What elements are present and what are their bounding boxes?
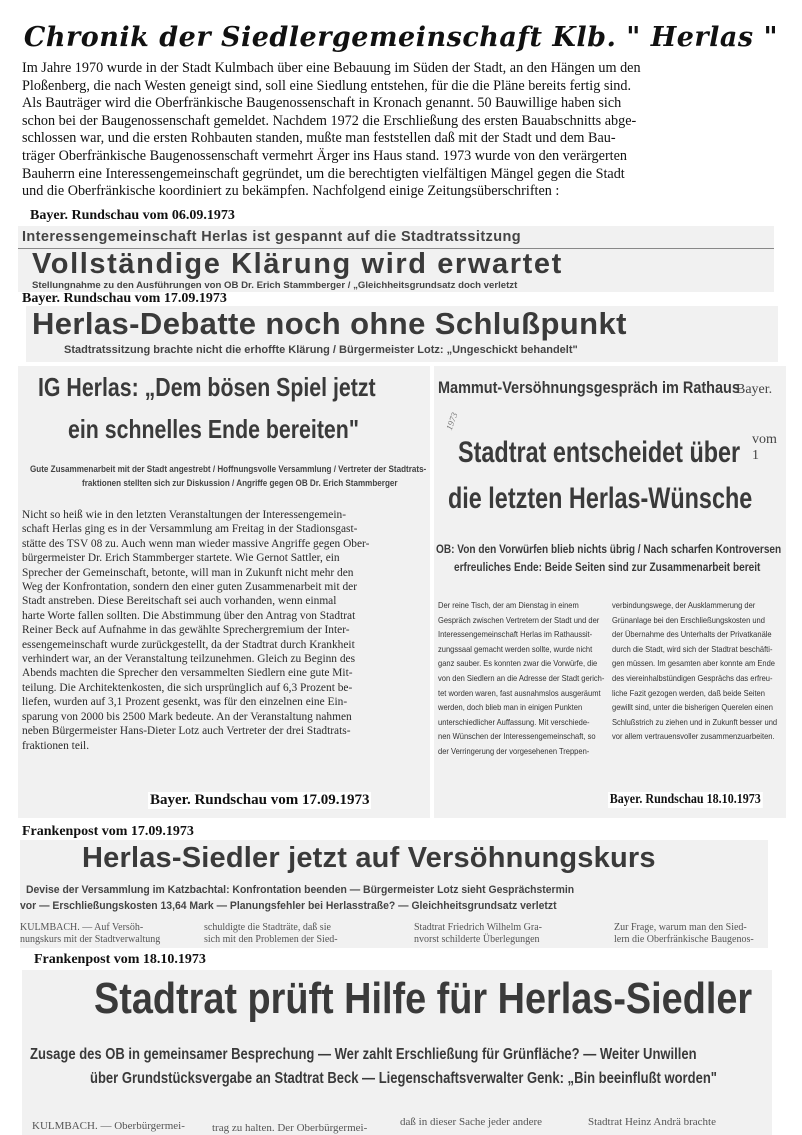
clip4-col2-line: Grünanlage bei den Erschließungskosten und: [612, 614, 765, 625]
clip4-side-label: Bayer.: [736, 382, 773, 397]
clip4-col1-line: Gespräch zwischen Vertretern der Stadt und der: [438, 614, 600, 625]
clip4-col1-line: ganz sauber. Es konnten zwar die Vorwürfe, die: [438, 658, 598, 669]
clip4-col1-line: nen Wünschen der Interessengemeinschaft, so: [438, 731, 596, 742]
clip5-deck-line2: vor — Erschließungskosten 13,64 Mark — Planungsfehler bei Herlasstraße? — Gleichheitsgrundsatz verletzt: [20, 900, 557, 912]
clip4-column-1: [438, 598, 606, 759]
clip3-deck-line1: Gute Zusammenarbeit mit der Stadt angestrebt / Hoffnungsvolle Versammlung / Vertreter der Stadtrats-: [30, 464, 427, 474]
clip4-deck-line1: OB: Von den Vorwürfen blieb nichts übrig / Nach scharfen Kontroversen: [436, 542, 782, 556]
clip4-col1-line: werden, doch blieb man in einigen Punkten: [438, 702, 583, 713]
clip1-headline: Vollständige Klärung wird erwartet: [32, 248, 563, 280]
clip1-deck: Stellungnahme zu den Ausführungen von OB Dr. Erich Stammberger / „Gleichheitsgrundsatz doch verletzt: [32, 280, 518, 291]
clip6-headline: Stadtrat prüft Hilfe für Herlas-Siedler: [94, 974, 753, 1023]
clip3-body-line: essengemeinschaft wurde zurückgestellt, da der Stadtrat durch Krankheit: [22, 638, 355, 651]
clip4-deck-line2: erfreuliches Ende: Beide Seiten sind zur Zusammenarbeit bereit: [454, 560, 761, 574]
clip2-deck: Stadtratssitzung brachte nicht die erhoffte Klärung / Bürgermeister Lotz: „Ungeschickt behandelt": [64, 344, 578, 356]
clip3-body-line: teilung. Die Architektenkosten, die sich ursprünglich auf 6,3 Prozent be-: [22, 681, 353, 694]
intro-line: Als Bauträger wird die Oberfränkische Baugenossenschaft in Kronach genannt. 50 Bauwillige haben sich: [22, 95, 622, 112]
clip3-body-line: Abends machten die Sprecher den versammelten Siedlern eine gute Mit-: [22, 667, 353, 680]
clip3-body-line: Nicht so heiß wie in den letzten Veranstaltungen der Interessengemein-: [22, 509, 346, 521]
clip3-body-line: sparung von 2000 bis 2500 Mark bedeute. An der Veranstaltung nahmen: [22, 710, 352, 723]
clip5-headline: Herlas-Siedler jetzt auf Versöhnungskurs: [82, 842, 656, 874]
clip2-headline: Herlas-Debatte noch ohne Schlußpunkt: [32, 306, 627, 341]
clip6-newspaper-clipping: [22, 970, 772, 1135]
intro-line: schlossen war, und die ersten Rohbauten standen, mußte man feststellen daß mit der Stadt und dem Bau-: [22, 130, 616, 147]
clip4-col2-line: der Übernahme des Unterhalts der Privatkanäle: [612, 629, 772, 640]
clip5-fragment: Zur Frage, warum man den Sied-: [614, 922, 747, 933]
clip4-source: Bayer. Rundschau 18.10.1973: [609, 792, 761, 807]
clip3-body-line: verhindert war, an der Veranstaltung teilzunehmen. Gleich zu Beginn des: [22, 653, 356, 666]
clip3-headline-line1: IG Herlas: „Dem bösen Spiel jetzt: [38, 372, 376, 402]
clip4-col2-line: verbindungswege, der Ausklammerung der: [612, 600, 756, 610]
clip3-body: [22, 508, 418, 753]
clip5-fragment: lern die Oberfränkische Baugenos-: [614, 934, 754, 945]
clip4-col1-line: der Verringerung der vorgesehenen Treppen-: [438, 745, 590, 756]
clip5-fragment: sich mit den Problemen der Sied-: [204, 934, 338, 945]
page-title: Chronik der Siedlergemeinschaft Klb. " Herlas ": [23, 22, 779, 53]
clip1-newspaper-clipping: [18, 226, 774, 292]
clip3-source: Bayer. Rundschau vom 17.09.1973: [150, 792, 370, 808]
clip4-headline-line1: Stadtrat entscheidet über: [458, 436, 741, 469]
clip6-fragment: daß in dieser Sache jeder andere: [400, 1116, 543, 1128]
clip6-source: Frankenpost vom 18.10.1973: [34, 952, 206, 967]
clip4-side-label: vom 1: [752, 432, 777, 463]
clip6-fragment: Stadtrat Heinz Andrä brachte: [588, 1116, 716, 1128]
clip1-kicker: Interessengemeinschaft Herlas ist gespannt auf die Stadtratssitzung: [22, 229, 521, 245]
clip5-deck-line1: Devise der Versammlung im Katzbachtal: Konfrontation beenden — Bürgermeister Lotz sieht Gesprächstermin: [26, 884, 575, 896]
clip3-headline-line2: ein schnelles Ende bereiten": [68, 414, 359, 444]
clip4-headline-line2: die letzten Herlas-Wünsche: [448, 482, 753, 515]
clip3-body-line: bürgermeister Dr. Erich Stammberger startete. Wie Gernot Sattler, ein: [22, 552, 340, 565]
clip4-col1-line: Der reine Tisch, der am Dienstag in einem: [438, 600, 579, 610]
clip4-col2-line: vor allem vertrauensvoller zusammenzuarbeiten.: [612, 731, 775, 742]
clip5-fragment: nvorst schilderte Überlegungen: [414, 934, 540, 945]
clip3-body-line: stätte des TSV 08 zu. Auch wenn man wieder massive Angriffe gegen Ober-: [22, 537, 370, 550]
clip3-body-line: Weg der Konfrontation, sondern den einer guten Zusammenarbeit mit der: [22, 581, 357, 594]
clip6-fragment: trag zu halten. Der Oberbürgermei-: [212, 1122, 368, 1134]
clip3-body-line: neben Bürgermeister Hans-Dieter Lotz auch Vertreter der drei Stadtrats-: [22, 725, 351, 738]
clip4-col2-line: gen müssen. Im gesamten aber konnte am Ende: [612, 658, 775, 669]
clip3-body-line: fraktionen teil.: [22, 739, 90, 752]
clip4-col2-line: liche Fazit gezogen werden, daß beide Seiten: [612, 687, 765, 698]
clip6-deck-line1: Zusage des OB in gemeinsamer Besprechung — Wer zahlt Erschließung für Grünfläche? — Weiter Unwillen: [30, 1046, 697, 1063]
clip4-col1-line: Interessengemeinschaft Herlas im Rathaussit-: [438, 629, 593, 640]
clip3-body-line: Reiner Beck auf Aufnahme in das gewählte Sprechergremium der Inter-: [22, 624, 350, 637]
clip4-handwritten-note: 1973: [444, 411, 460, 432]
clip4-col1-line: zungssaal gemacht werden sollte, wurde nicht: [438, 643, 593, 654]
intro-line: Bauherrn eine Interessengemeinschaft gegründet, um die berechtigten vielfältigen Mängel gegen die Stadt: [22, 165, 625, 182]
intro-line: und die Oberfränkische koordiniert zu bekämpfen. Nachfolgend einige Zeitungsüberschriften :: [22, 183, 560, 200]
clip4-col2-line: Schlußstrich zu ziehen und in Zukunft besser und: [612, 716, 778, 727]
clip2-source: Bayer. Rundschau vom 17.09.1973: [22, 291, 227, 306]
clip4-col1-line: von den Siedlern an die Adresse der Stadt gerich-: [438, 672, 605, 683]
clip4-col1-line: tet worden waren, fast ausnahmslos ausgeräumt: [438, 687, 601, 698]
clip5-newspaper-clipping: [20, 840, 768, 948]
clip4-column-2: [612, 598, 782, 744]
clip5-fragment: schuldigte die Stadträte, daß sie: [204, 922, 331, 933]
clip5-source: Frankenpost vom 17.09.1973: [22, 824, 194, 839]
clip4-col2-line: gewillt sind, unter die bisherigen Querelen einen: [612, 702, 773, 713]
clip6-deck-line2: über Grundstücksvergabe an Stadtrat Beck — Liegenschaftsverwalter Genk: „Bin beeinflußt worden": [90, 1070, 717, 1087]
intro-line: schon bei der Baugenossenschaft gemeldet. Nachdem 1972 die Erschließung des ersten Bauabschnitts abge-: [22, 112, 637, 129]
clip4-col2-line: des viereinhalbstündigen Gesprächs das erfreu-: [612, 672, 773, 683]
clip3-body-line: Sprecher der Gemeinschaft, betonte, will man in Zukunft nicht mehr den: [22, 566, 354, 579]
intro-paragraph: [22, 60, 782, 201]
clip4-col1-line: unterschiedlicher Auffassung. Mit verschiede-: [438, 716, 590, 727]
clip4-kicker: Mammut-Versöhnungsgespräch im Rathaus: [438, 378, 740, 397]
clip4-newspaper-clipping: [434, 366, 786, 818]
clip4-col2-line: durch die Stadt, wird sich der Stadtrat beschäfti-: [612, 643, 773, 654]
clip3-body-line: Stadt anstreben. Diese Bereitschaft sei auch vorhanden, wenn einmal: [22, 595, 337, 608]
clip5-fragment: Stadtrat Friedrich Wilhelm Gra-: [414, 922, 542, 933]
clip5-fragment: KULMBACH. — Auf Versöh-: [20, 922, 144, 933]
clip1-source: Bayer. Rundschau vom 06.09.1973: [30, 208, 235, 223]
clip3-body-line: harte Worte fallen sollten. Die Abstimmung über den Antrag von Stadtrat: [22, 609, 356, 622]
intro-line: Im Jahre 1970 wurde in der Stadt Kulmbach über eine Bebauung im Süden der Stadt, an den Hängen um den: [22, 60, 641, 76]
intro-line: Ploßenberg, die nach Westen geneigt sind, soll eine Siedlung entstehen, für die die Pläne bereits fertig sind.: [22, 77, 632, 94]
clip6-fragment: KULMBACH. — Oberbürgermei-: [32, 1120, 185, 1132]
clip5-fragment: nungskurs mit der Stadtverwaltung: [20, 934, 161, 945]
intro-line: träger Oberfränkische Baugenossenschaft vermehrt Ärger ins Haus stand. 1973 wurde von den verärgerten: [22, 147, 627, 164]
clip3-body-line: liefen, wurden auf 3,1 Prozent gesenkt, was für den einzelnen eine Ein-: [22, 696, 348, 709]
clip3-body-line: schaft Herlas ging es in der Versammlung am Freitag in der Stadionsgast-: [22, 523, 358, 536]
clip3-newspaper-clipping: [18, 366, 430, 818]
clip2-newspaper-clipping: [26, 306, 778, 362]
clip3-deck-line2: fraktionen stellten sich zur Diskussion / Angriffe gegen OB Dr. Erich Stammberger: [82, 478, 398, 488]
